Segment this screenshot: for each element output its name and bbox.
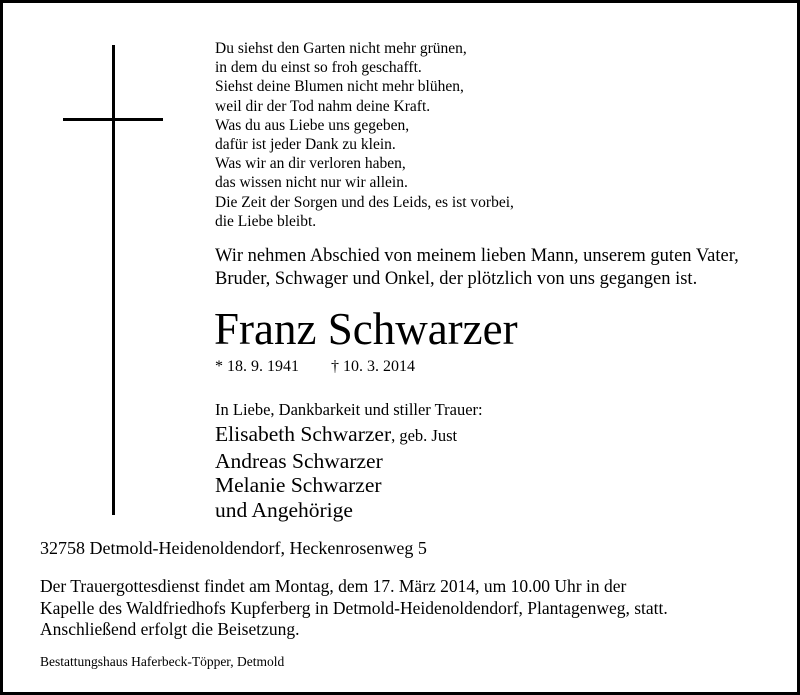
- mourner: [215, 473, 457, 498]
- mourner-suffix: , geb. Just: [391, 426, 458, 445]
- mourner: [215, 498, 457, 523]
- farewell-intro: [215, 245, 739, 291]
- poem: [215, 39, 514, 231]
- mourner: [215, 449, 457, 474]
- poem-line: Was du aus Liebe uns gegeben,: [215, 116, 410, 134]
- service-line: Anschließend erfolgt die Beisetzung.: [40, 619, 300, 639]
- mourner-name: und Angehörige: [215, 497, 353, 522]
- poem-line: Die Zeit der Sorgen und des Leids, es ist vorbei,: [215, 193, 514, 211]
- service-info: [40, 576, 668, 641]
- family-address: 32758 Detmold-Heidenoldendorf, Heckenrosenweg 5: [40, 538, 427, 558]
- service-line: Der Trauergottesdienst findet am Montag, dem 17. März 2014, um 10.00 Uhr in der: [40, 576, 627, 596]
- mourners-intro: In Liebe, Dankbarkeit und stiller Trauer:: [215, 400, 483, 419]
- mourner: [215, 422, 457, 449]
- poem-line: das wissen nicht nur wir allein.: [215, 174, 408, 192]
- poem-line: die Liebe bleibt.: [215, 212, 317, 230]
- birth-date: * 18. 9. 1941: [215, 358, 299, 375]
- cross-vertical-bar: [112, 45, 115, 515]
- poem-line: in dem du einst so froh geschafft.: [215, 59, 422, 77]
- intro-line: Wir nehmen Abschied von meinem lieben Mann, unserem guten Vater,: [215, 246, 739, 266]
- poem-line: Siehst deine Blumen nicht mehr blühen,: [215, 78, 464, 96]
- mourner-name: Andreas Schwarzer: [215, 448, 383, 473]
- service-line: Kapelle des Waldfriedhofs Kupferberg in Detmold-Heidenoldendorf, Plantagenweg, statt.: [40, 597, 668, 618]
- mourner-name: Elisabeth Schwarzer: [215, 422, 392, 446]
- poem-line: Was wir an dir verloren haben,: [215, 155, 406, 173]
- life-dates: [215, 357, 415, 377]
- poem-line: weil dir der Tod nahm deine Kraft.: [215, 97, 431, 115]
- intro-line: Bruder, Schwager und Onkel, der plötzlich von uns gegangen ist.: [215, 269, 698, 289]
- mourner-name: Melanie Schwarzer: [215, 473, 382, 497]
- poem-line: Du siehst den Garten nicht mehr grünen,: [215, 40, 467, 57]
- death-date: † 10. 3. 2014: [331, 358, 415, 375]
- mourners-list: [215, 422, 457, 522]
- deceased-name: Franz Schwarzer: [214, 304, 518, 354]
- cross-horizontal-bar: [63, 118, 163, 121]
- undertaker-credit: Bestattungshaus Haferbeck-Töpper, Detmold: [40, 654, 285, 669]
- poem-line: dafür ist jeder Dank zu klein.: [215, 136, 396, 154]
